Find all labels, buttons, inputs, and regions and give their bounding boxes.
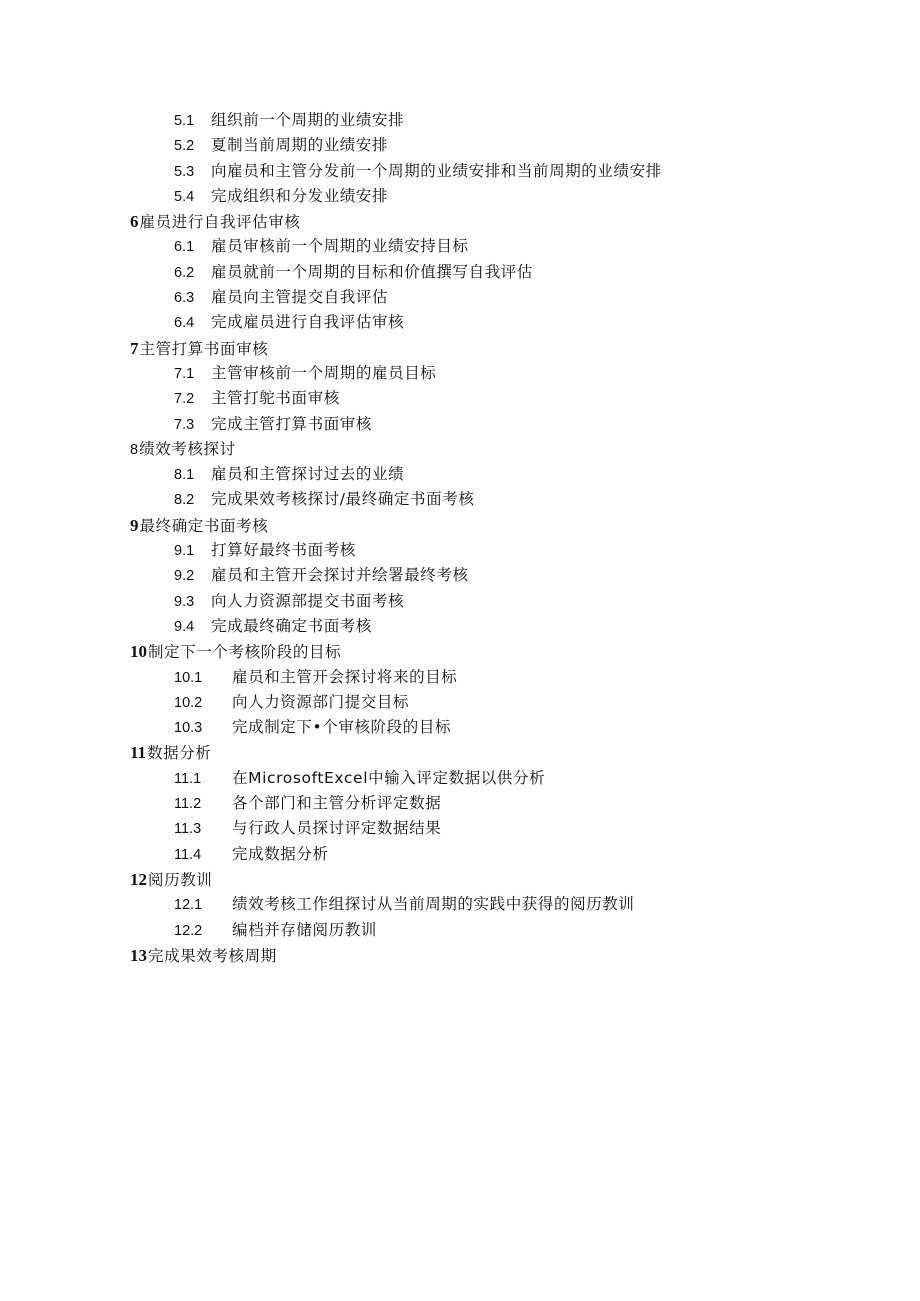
outline-number: 10.3 [174, 720, 203, 737]
outline-heading [0, 943, 920, 968]
outline-item [0, 816, 920, 841]
outline-number: 12 [130, 869, 147, 889]
outline-item [0, 589, 920, 614]
outline-text: 完成最终确定书面考核 [211, 616, 373, 635]
outline-text: 最终确定书面考核 [139, 516, 269, 535]
outline-text: 向人力资源部提交书面考核 [211, 591, 405, 610]
outline-item [0, 918, 920, 943]
outline-item [0, 665, 920, 690]
outline-text: 雇员审核前一个周期的业绩安持目标 [211, 237, 469, 256]
outline-text: 夏制当前周期的业绩安排 [211, 136, 389, 155]
outline-number: 8.2 [174, 492, 195, 509]
outline-item [0, 159, 920, 184]
outline-heading [0, 209, 920, 234]
outline-number: 11 [130, 743, 147, 763]
outline-item [0, 260, 920, 285]
outline-text: 主管审核前一个周期的雇员目标 [211, 363, 437, 382]
outline-number: 10 [130, 642, 147, 662]
outline-number: 13 [130, 945, 147, 965]
outline-item [0, 108, 920, 133]
outline-text: 雇员和主管开会探讨并绘署最终考核 [211, 566, 469, 585]
outline-text: 雇员向主管提交自我评估 [211, 288, 389, 307]
outline-number: 9.4 [174, 618, 195, 635]
outline-text: 阅历教训 [148, 870, 213, 889]
outline-number: 8.1 [174, 467, 195, 484]
outline-text: 主管打算书面审核 [139, 339, 269, 358]
outline-text: 主管打鸵书面审核 [211, 389, 340, 408]
outline-text: 雇员和主管开会探讨将来的目标 [232, 667, 458, 686]
outline-number: 5.3 [174, 163, 195, 180]
outline-heading [0, 867, 920, 892]
outline-number: 7 [130, 338, 139, 358]
outline-number: 8 [130, 441, 139, 458]
outline-item [0, 487, 920, 512]
outline-number: 11.1 [174, 770, 202, 787]
outline-number: 6.4 [174, 315, 195, 332]
outline-number: 9 [130, 515, 139, 535]
outline-number: 6.3 [174, 290, 195, 307]
outline-heading [0, 437, 920, 462]
outline-heading [0, 639, 920, 664]
outline-text: 完成果效考核探讨/最终确定书面考核 [211, 490, 475, 509]
outline-text: 完成制定下•个审核阶段的目标 [232, 718, 452, 737]
outline-text: 制定下一个考核阶段的目标 [148, 643, 342, 662]
outline-text: 绩效考核工作组探讨从当前周期的实践中获得的阅历教训 [232, 895, 635, 914]
outline-number: 7.3 [174, 416, 195, 433]
outline-number: 9.1 [174, 543, 195, 560]
outline-text: 组织前一个周期的业绩安排 [211, 111, 405, 129]
outline-number: 12.1 [174, 897, 203, 914]
outline-item [0, 462, 920, 487]
outline-text: 打算好最终书面考核 [211, 541, 356, 560]
outline-item [0, 892, 920, 917]
outline-text: 数据分析 [147, 744, 212, 763]
document-outline [0, 108, 920, 968]
outline-number: 6.2 [174, 264, 195, 281]
outline-item [0, 285, 920, 310]
outline-number: 9.3 [174, 593, 195, 610]
outline-number: 6 [130, 212, 139, 232]
outline-text: 完成数据分析 [232, 844, 329, 863]
outline-item [0, 766, 920, 791]
outline-item [0, 386, 920, 411]
outline-item [0, 234, 920, 259]
outline-text: 完成雇员进行自我评估审核 [211, 313, 405, 332]
outline-text: 各个部门和主管分析评定数据 [232, 794, 442, 813]
outline-item [0, 310, 920, 335]
outline-number: 11.2 [174, 796, 202, 813]
outline-number: 5.4 [174, 188, 195, 205]
outline-number: 5.2 [174, 138, 195, 155]
outline-number: 11.3 [174, 821, 202, 838]
outline-text: 编档并存储阅历教训 [232, 920, 377, 939]
outline-number: 7.2 [174, 391, 195, 408]
outline-text: 完成主管打算书面审核 [211, 414, 373, 433]
outline-item [0, 791, 920, 816]
outline-item [0, 412, 920, 437]
outline-number: 5.1 [174, 113, 195, 129]
outline-text: 雇员进行自我评估审核 [139, 213, 301, 232]
outline-text: 雇员就前一个周期的目标和价值撰写自我评估 [211, 262, 534, 281]
outline-item [0, 361, 920, 386]
outline-number: 6.1 [174, 239, 195, 256]
outline-text: 绩效考核探讨 [139, 439, 236, 458]
outline-number: 7.1 [174, 365, 195, 382]
outline-text: 向人力资源部门提交目标 [232, 692, 410, 711]
outline-item [0, 842, 920, 867]
outline-heading [0, 513, 920, 538]
outline-item [0, 614, 920, 639]
outline-number: 9.2 [174, 568, 195, 585]
outline-text: 完成组织和分发业绩安排 [211, 186, 389, 205]
outline-number: 11.4 [174, 846, 202, 863]
outline-heading [0, 336, 920, 361]
outline-heading [0, 740, 920, 765]
outline-item [0, 133, 920, 158]
outline-number: 12.2 [174, 922, 203, 939]
outline-number: 10.2 [174, 694, 203, 711]
outline-item [0, 184, 920, 209]
outline-item [0, 715, 920, 740]
outline-text: 在MicrosoftExcel中输入评定数据以供分析 [232, 768, 546, 787]
outline-item [0, 538, 920, 563]
outline-item [0, 563, 920, 588]
outline-text: 与行政人员探讨评定数据结果 [232, 819, 442, 838]
outline-text: 向雇员和主管分发前一个周期的业绩安排和当前周期的业绩安排 [211, 161, 662, 180]
outline-item [0, 690, 920, 715]
outline-number: 10.1 [174, 669, 203, 686]
outline-text: 完成果效考核周期 [148, 946, 277, 965]
outline-text: 雇员和主管探讨过去的业绩 [211, 465, 405, 484]
